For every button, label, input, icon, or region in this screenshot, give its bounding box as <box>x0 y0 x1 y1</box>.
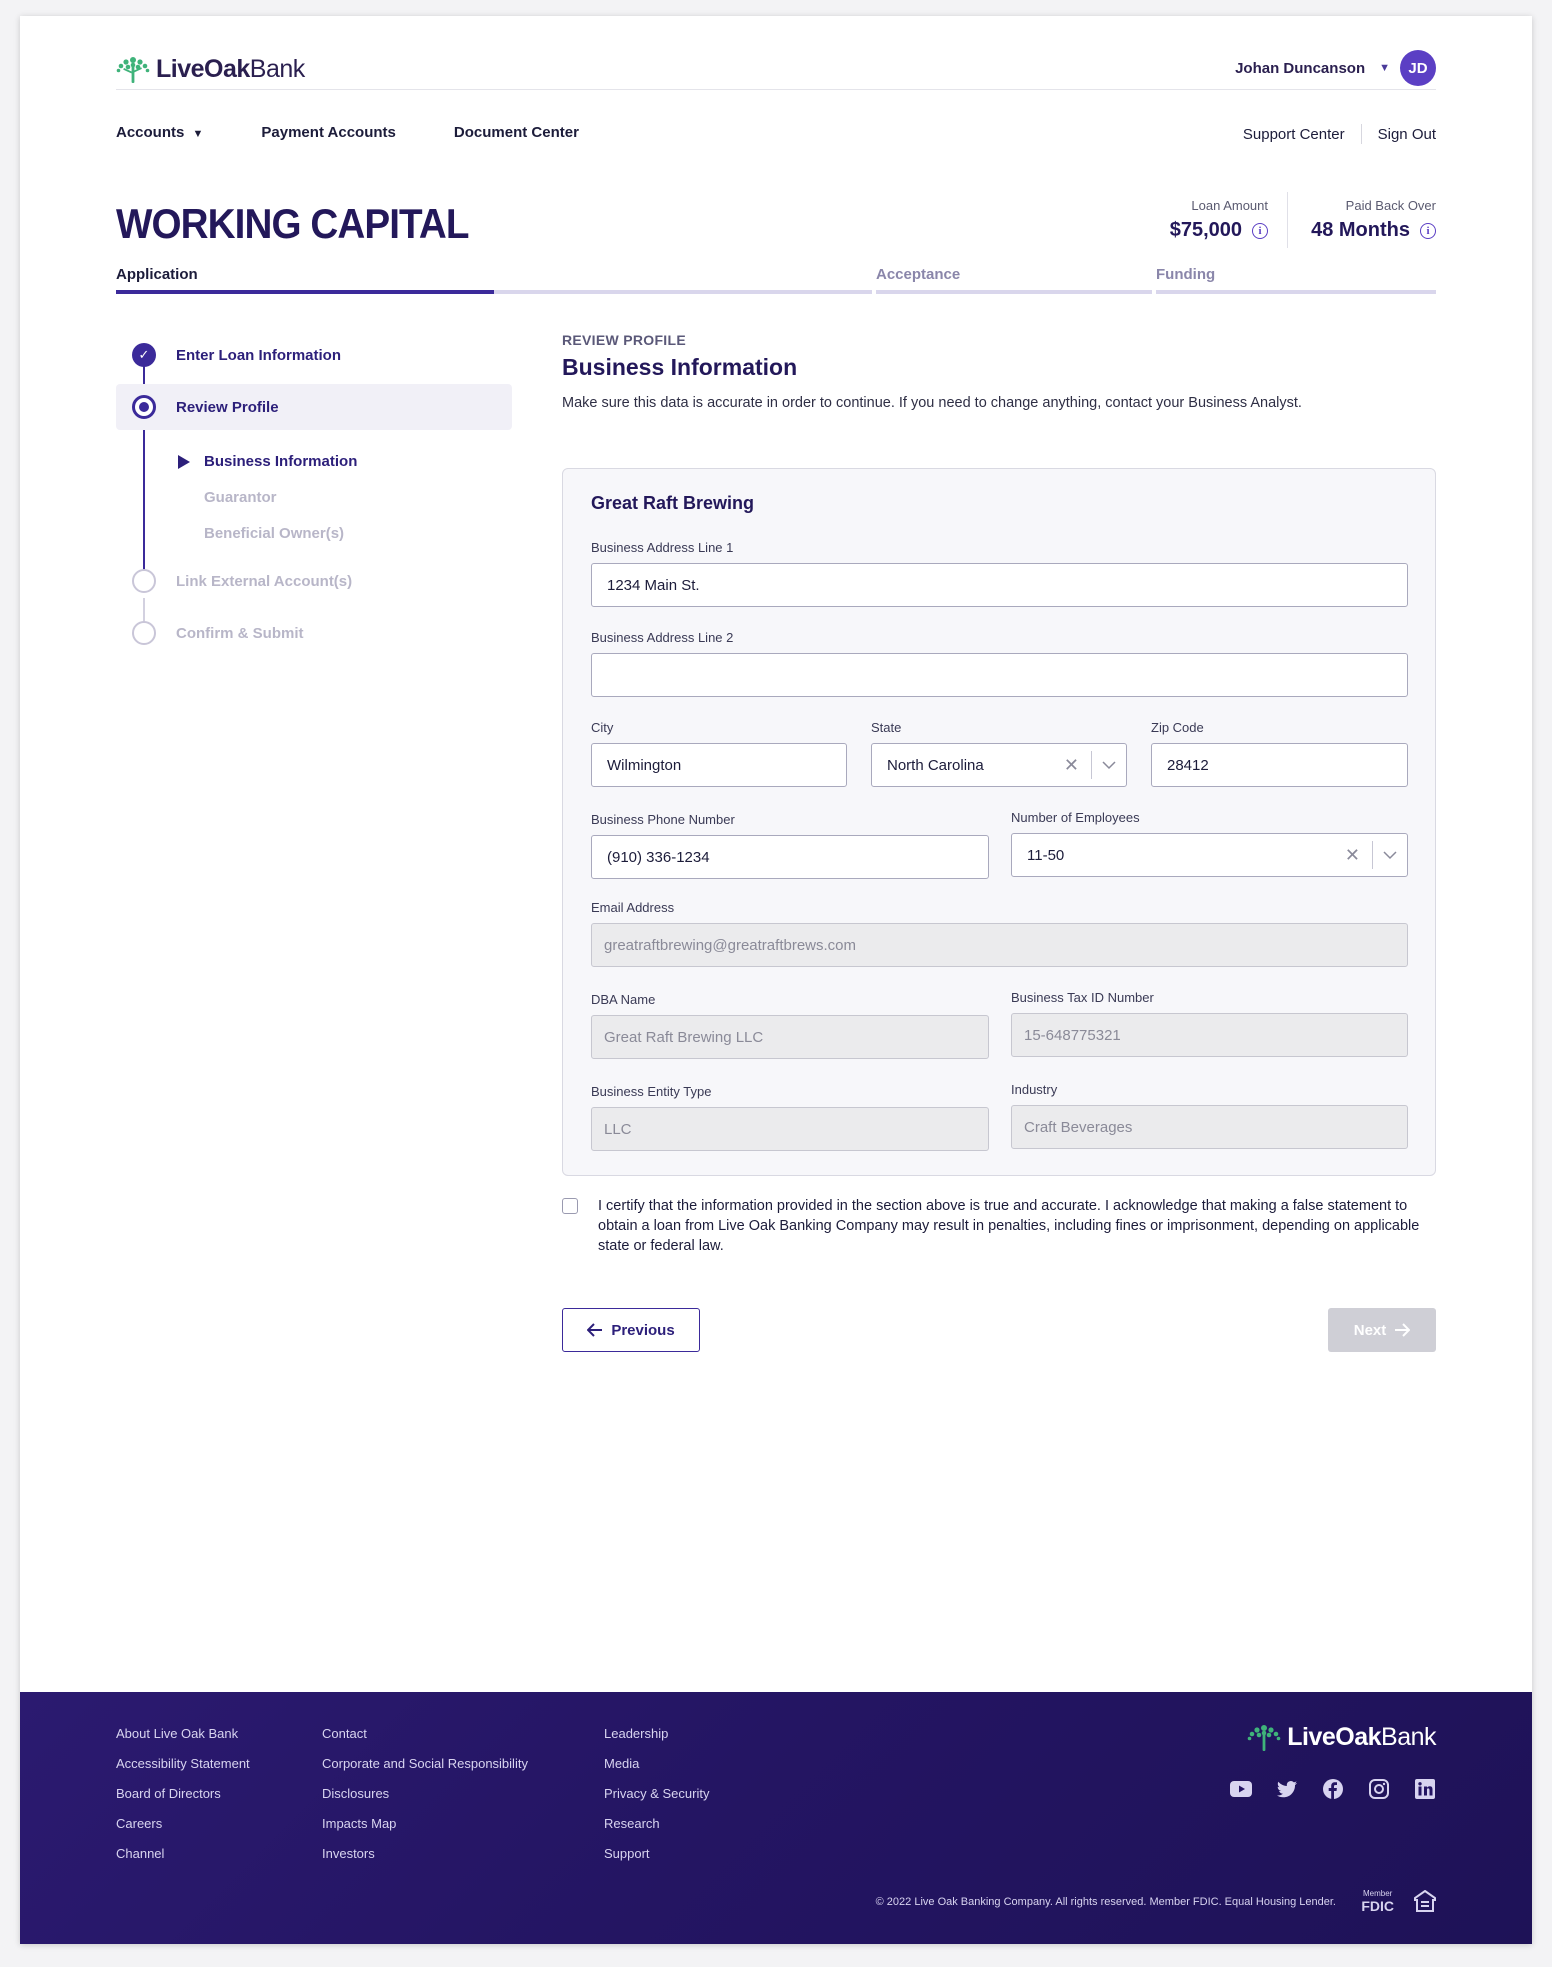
nav-divider <box>1361 124 1362 144</box>
zip-input[interactable]: 28412 <box>1151 743 1408 787</box>
footer-link[interactable]: Channel <box>116 1846 165 1861</box>
address1-label: Business Address Line 1 <box>591 540 734 555</box>
nav-accounts[interactable]: Accounts ▼ <box>116 124 204 141</box>
nav-payment-accounts[interactable]: Payment Accounts <box>261 124 396 141</box>
info-icon[interactable]: i <box>1252 223 1268 239</box>
oak-tree-icon <box>1247 1722 1281 1752</box>
footer-link[interactable]: Contact <box>322 1726 367 1741</box>
caret-down-icon[interactable]: ▼ <box>1379 62 1390 74</box>
avatar[interactable]: JD <box>1400 50 1436 86</box>
youtube-icon[interactable] <box>1230 1778 1252 1800</box>
city-input[interactable]: Wilmington <box>591 743 847 787</box>
loan-amount-value: $75,000 <box>1169 219 1242 241</box>
footer-link[interactable]: Impacts Map <box>322 1816 397 1831</box>
section-title: Business Information <box>562 354 798 380</box>
tax-id-field: 15-648775321 <box>1011 1013 1408 1057</box>
entity-field: LLC <box>591 1107 989 1151</box>
state-select-value: North Carolina <box>887 756 984 774</box>
stage-application-fill <box>116 290 494 294</box>
title-row <box>116 192 1436 272</box>
nav-sign-out[interactable]: Sign Out <box>1377 125 1436 143</box>
copyright-text: © 2022 Live Oak Banking Company. All rights reserved. Member FDIC. Equal Housing Lender. <box>875 1896 1336 1908</box>
certify-text: I certify that the information provided in the section above is true and accurate. I acknowledge that making a false statement to obtain a loan from Live Oak Banking Company may result in penalties, including fines or imprisonment, depending on applicable state or federal law. <box>598 1198 1420 1254</box>
step-label: Enter Loan Information <box>176 346 341 364</box>
step-confirm-submit[interactable] <box>116 610 512 656</box>
stage-acceptance: Acceptance <box>876 266 961 283</box>
step-review-profile[interactable] <box>116 384 512 430</box>
substep-guarantor[interactable]: Guarantor <box>204 489 277 506</box>
footer-link[interactable]: Corporate and Social Responsibility <box>322 1756 528 1771</box>
brand-wordmark: LiveOakBank <box>1287 1722 1436 1751</box>
footer-link[interactable]: Investors <box>322 1846 375 1861</box>
arrow-left-icon <box>587 1323 603 1337</box>
stage-funding: Funding <box>1156 266 1216 283</box>
loan-amount <box>1170 198 1268 242</box>
main-nav <box>116 110 1436 150</box>
employees-select-value: 11-50 <box>1027 846 1065 864</box>
footer-link[interactable]: Research <box>604 1816 660 1831</box>
caret-down-icon: ▼ <box>192 128 204 140</box>
substep-business-information[interactable]: Business Information <box>204 453 358 470</box>
footer-link[interactable]: About Live Oak Bank <box>116 1726 239 1741</box>
chevron-down-icon[interactable] <box>1092 744 1126 786</box>
stage-application: Application <box>116 266 198 283</box>
section-description: Make sure this data is accurate in order to continue. If you need to change anything, contact your Business Analyst. <box>562 395 1302 411</box>
footer-link[interactable]: Board of Directors <box>116 1786 221 1801</box>
stage-funding-track <box>1156 290 1436 294</box>
employees-select[interactable] <box>1011 833 1408 877</box>
main-content <box>562 332 1436 1339</box>
fdic-label: FDIC <box>1361 1898 1394 1914</box>
industry-field: Craft Beverages <box>1011 1105 1408 1149</box>
oak-tree-icon <box>116 54 150 84</box>
industry-label: Industry <box>1011 1082 1058 1097</box>
footer-link[interactable]: Accessibility Statement <box>116 1756 250 1771</box>
payback-label: Paid Back Over <box>1345 198 1436 213</box>
footer-link[interactable]: Careers <box>116 1816 163 1831</box>
section-eyebrow: REVIEW PROFILE <box>562 332 686 348</box>
stat-divider <box>1287 192 1288 248</box>
nav-support-center[interactable]: Support Center <box>1242 125 1345 143</box>
nav-document-center[interactable]: Document Center <box>453 124 579 141</box>
facebook-icon[interactable] <box>1322 1778 1344 1800</box>
footer-link[interactable]: Support <box>604 1846 650 1861</box>
stage-progress <box>116 262 1436 302</box>
fdic-member-label: Member <box>1362 1889 1393 1898</box>
state-select[interactable] <box>871 743 1127 787</box>
site-footer <box>20 1692 1532 1944</box>
step-connector <box>143 418 145 578</box>
instagram-icon[interactable] <box>1368 1778 1390 1800</box>
payback-term <box>1311 198 1436 242</box>
stage-acceptance-track <box>876 290 1152 294</box>
step-label: Link External Account(s) <box>176 572 353 590</box>
email-field: greatraftbrewing@greatraftbrews.com <box>591 923 1408 967</box>
brand-logo[interactable] <box>116 54 305 84</box>
phone-input[interactable]: (910) 336-1234 <box>591 835 989 879</box>
address1-input[interactable]: 1234 Main St. <box>591 563 1408 607</box>
city-label: City <box>591 720 614 735</box>
page-title: WORKING CAPITAL <box>116 200 469 247</box>
email-label: Email Address <box>591 900 675 915</box>
step-enter-loan-information[interactable] <box>116 332 512 378</box>
previous-button-label: Previous <box>611 1321 675 1339</box>
footer-link[interactable]: Privacy & Security <box>604 1786 710 1801</box>
company-name: Great Raft Brewing <box>591 493 755 513</box>
clear-icon[interactable]: ✕ <box>1344 844 1360 865</box>
user-name: Johan Duncanson <box>1235 59 1366 77</box>
play-arrow-icon <box>178 455 190 469</box>
state-label: State <box>871 720 902 735</box>
step-label: Confirm & Submit <box>176 624 304 642</box>
check-icon: ✓ <box>132 343 156 367</box>
brand-wordmark: LiveOakBank <box>156 54 305 83</box>
loan-amount-label: Loan Amount <box>1191 198 1268 213</box>
footer-column <box>116 1726 250 1876</box>
user-menu[interactable] <box>1235 50 1436 86</box>
business-info-form <box>562 468 1436 1176</box>
empty-step-icon <box>132 621 156 645</box>
dba-field: Great Raft Brewing LLC <box>591 1015 989 1059</box>
equal-housing-icon <box>1414 1890 1436 1912</box>
certify-checkbox[interactable] <box>562 1198 578 1214</box>
chevron-down-icon[interactable] <box>1373 834 1407 876</box>
address2-input[interactable] <box>591 653 1408 697</box>
phone-label: Business Phone Number <box>591 812 735 827</box>
next-button-label: Next <box>1353 1321 1387 1339</box>
fdic-badge <box>1361 1888 1394 1912</box>
step-label: Review Profile <box>176 398 279 416</box>
footer-column <box>322 1726 528 1876</box>
info-icon[interactable]: i <box>1420 223 1436 239</box>
arrow-right-icon <box>1394 1323 1410 1337</box>
footer-link[interactable]: Disclosures <box>322 1786 390 1801</box>
clear-icon[interactable]: ✕ <box>1063 754 1079 775</box>
current-step-icon <box>132 395 156 419</box>
zip-label: Zip Code <box>1151 720 1204 735</box>
footer-link[interactable]: Media <box>604 1756 640 1771</box>
substep-beneficial-owners[interactable]: Beneficial Owner(s) <box>204 525 345 542</box>
linkedin-icon[interactable] <box>1414 1778 1436 1800</box>
tax-id-label: Business Tax ID Number <box>1011 990 1154 1005</box>
social-links <box>1230 1778 1436 1800</box>
address2-label: Business Address Line 2 <box>591 630 734 645</box>
previous-button[interactable] <box>562 1308 700 1352</box>
footer-brand-logo[interactable] <box>1247 1722 1436 1752</box>
footer-link[interactable]: Leadership <box>604 1726 669 1741</box>
next-button[interactable] <box>1328 1308 1436 1352</box>
payback-value: 48 Months <box>1311 219 1410 241</box>
twitter-icon[interactable] <box>1276 1778 1298 1800</box>
empty-step-icon <box>132 569 156 593</box>
employees-label: Number of Employees <box>1011 810 1140 825</box>
page-card <box>20 16 1532 1944</box>
dba-label: DBA Name <box>591 992 656 1007</box>
step-link-external-accounts[interactable] <box>116 558 512 604</box>
top-header <box>116 34 1436 90</box>
footer-column <box>604 1726 709 1876</box>
entity-label: Business Entity Type <box>591 1084 712 1099</box>
